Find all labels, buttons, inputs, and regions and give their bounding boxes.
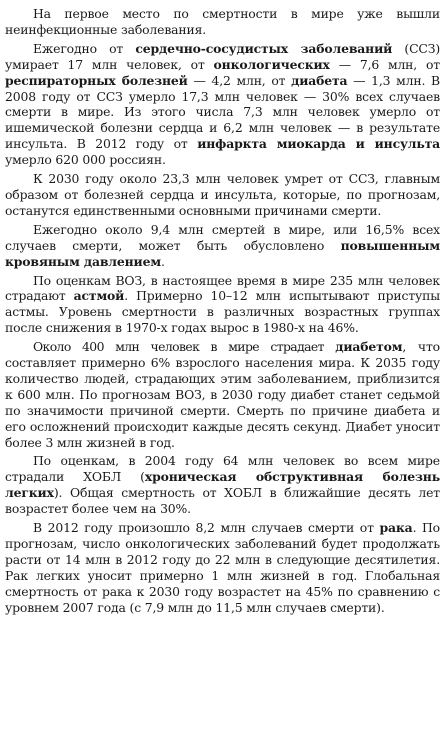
bold-term: хроническая обструктивная болезнь легких — [5, 469, 440, 501]
bold-term: диабета — [291, 72, 348, 88]
bold-term: сердечно-сосудистых заболеваний — [135, 40, 393, 56]
text-segment: (ССЗ) умирает 17 млн человек, от — [5, 40, 440, 72]
bold-term: онкологических — [213, 56, 330, 72]
bold-term: астмой — [73, 288, 125, 304]
paragraph-7 — [5, 453, 440, 517]
paragraph-1 — [5, 6, 440, 38]
bold-term: респираторных болезней — [5, 72, 188, 88]
paragraph-4 — [5, 222, 440, 270]
text-segment: — 7,6 млн, от — [329, 56, 440, 72]
text-segment: ). Общая смертность от ХОБЛ в ближайшие десять лет возрастет более чем на 30%. — [5, 485, 440, 517]
text-segment: По оценкам, в 2004 году 64 млн человек во всем мире страдали ХОБЛ ( — [5, 453, 440, 485]
bold-term: инфаркта миокарда и инсульта — [197, 136, 441, 152]
paragraph-3 — [5, 171, 440, 219]
text-segment: умерло 620 000 россиян. — [5, 152, 166, 168]
text-segment: — 1,3 млн. В 2008 году от ССЗ умерло 17,3 млн человек — 30% всех случаев смерти в мире. Из этого числа 7,3 млн человек умерло от ишемической болезни сердца и 6,2 млн человек — в результате инсульта. В 2012 году от — [5, 72, 440, 152]
text-segment: К 2030 году около 23,3 млн человек умрет от ССЗ, главным образом от болезней сердца и инсульта, которые, по прогнозам, останутся единственными основными причинами смерти. — [5, 171, 440, 218]
text-segment: . — [160, 253, 165, 269]
paragraph-6 — [5, 339, 440, 450]
text-segment: На первое место по смертности в мире уже вышли неинфекционные заболевания. — [5, 6, 440, 37]
text-segment: — 4,2 млн, от — [187, 72, 292, 88]
text-segment: , что составляет примерно 6% взрослого населения мира. К 2035 году количество людей, страдающих этим заболеванием, приблизится к 600 млн. По прогнозам ВОЗ, в 2030 году диабет станет седьмой по значимости причиной смерти. Смерть по причине диабета и его осложнений происходит каждые десять секунд. Диабет уносит более 3 млн жизней в год. — [5, 339, 440, 450]
paragraph-5 — [5, 273, 440, 337]
text-segment: . Примерно 10–12 млн испытывают приступы астмы. Уровень смертности в различных возрастных группах после снижения в 1970-х годах вырос в 1980-х на 46%. — [5, 288, 440, 336]
paragraph-8 — [5, 520, 440, 615]
text-segment: По оценкам ВОЗ, в настоящее время в мире 235 млн человек страдают — [5, 272, 440, 304]
text-segment: Около 400 млн человек в мире страдает — [33, 339, 336, 355]
bold-term: повышенным кровяным давлением — [5, 237, 440, 269]
text-segment: . По прогнозам, число онкологических заболеваний будет продолжать расти от 14 млн в 2012 году до 22 млн в следующие десятилетия. Рак легких уносит примерно 1 млн жизней в год. Глобальная смертность от рака к 2030 году возрастет на 45% по сравнению с уровнем 2007 года (с 7,9 млн до 11,5 млн случаев смерти). — [5, 520, 440, 615]
text-segment: В 2012 году произошло 8,2 млн случаев смерти от — [33, 520, 380, 536]
text-segment: Ежегодно от — [33, 40, 136, 56]
paragraph-2 — [5, 41, 440, 168]
bold-term: рака — [379, 520, 413, 536]
text-segment: Ежегодно около 9,4 млн смертей в мире, или 16,5% всех случаев смерти, может быть обусловлено — [5, 221, 440, 253]
bold-term: диабетом — [335, 339, 403, 355]
